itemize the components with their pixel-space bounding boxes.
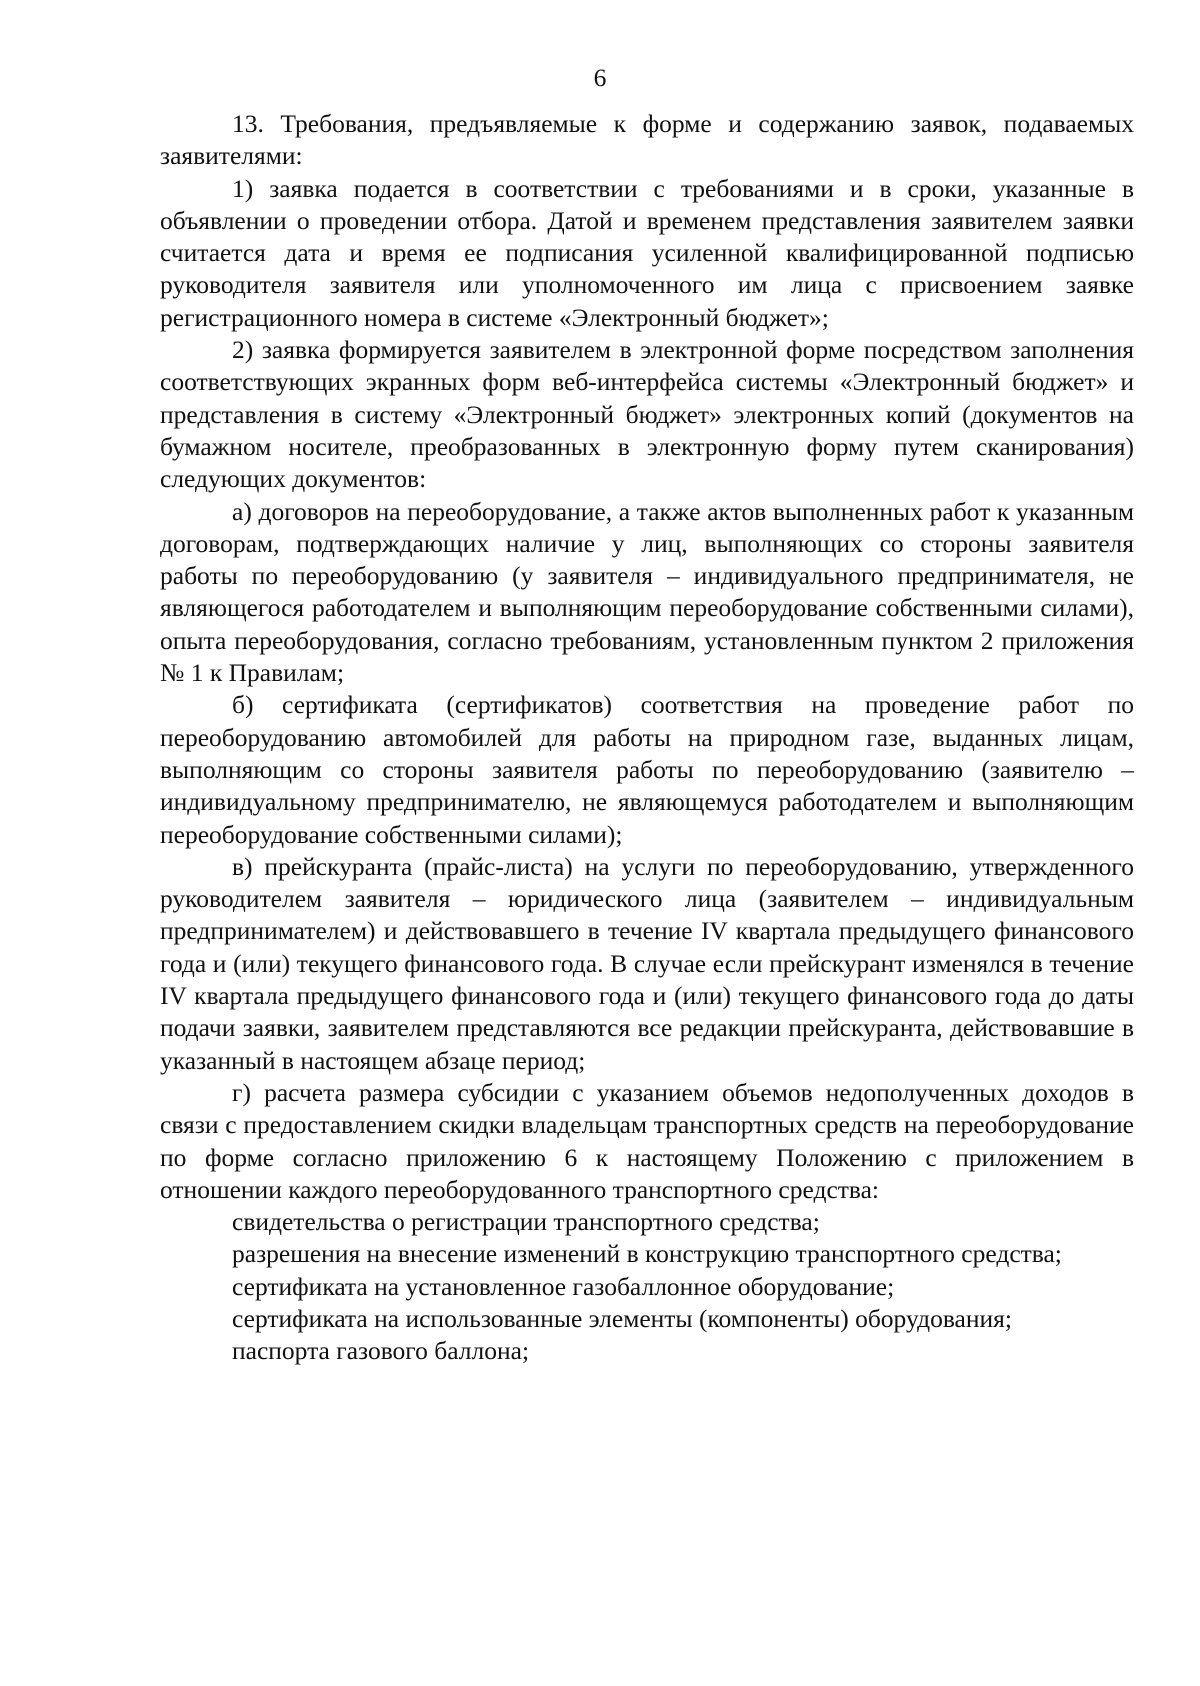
list-item-gas-equipment-certificate: сертификата на установленное газобаллонное оборудование; xyxy=(232,1271,895,1301)
paragraph-item-2: 2) заявка формируется заявителем в электронной форме посредством заполнения соответствующих экранных форм веб-интерфейса системы «Электронный бюджет» и представления в систему «Электронный бюджет» электронных копий (документов на бумажном носителе, преобразованных в электронную форму путем сканирования) следующих документов: xyxy=(160,335,1134,494)
list-item-registration-certificate: свидетельства о регистрации транспортного средства; xyxy=(232,1207,820,1237)
list-item-gas-cylinder-passport: паспорта газового баллона; xyxy=(232,1336,530,1366)
paragraph-subitem-g: г) расчета размера субсидии с указанием объемов недополученных доходов в связи с предоставлением скидки владельцам транспортных средств на переоборудование по форме согласно приложению 6 к настоящему Положению с приложением в отношении каждого переоборудованного транспортного средства: xyxy=(160,1077,1134,1204)
paragraph-subitem-v: в) прейскуранта (прайс-листа) на услуги по переоборудованию, утвержденного руководителем заявителя – юридического лица (заявителем – индивидуальным предпринимателем) и действовавшего в течение IV квартала предыдущего финансового года и (или) текущего финансового года. В случае если прейскурант изменялся в течение IV квартала предыдущего финансового года и (или) текущего финансового года до даты подачи заявки, заявителем представляются все редакции прейскуранта, действовавшие в указанный в настоящем абзаце период; xyxy=(160,851,1134,1075)
paragraph-13-requirements: 13. Требования, предъявляемые к форме и содержанию заявок, подаваемых заявителями: xyxy=(160,109,1134,171)
paragraph-subitem-b: б) сертификата (сертификатов) соответствия на проведение работ по переоборудованию автомобилей для работы на природном газе, выданных лицам, выполняющим со стороны заявителя работы по переоборудованию (заявителю – индивидуальному предпринимателю, не являющемуся работодателем и выполняющим переоборудование собственными силами); xyxy=(160,690,1134,849)
document-body xyxy=(160,108,1134,1368)
paragraph-item-1: 1) заявка подается в соответствии с требованиями и в сроки, указанные в объявлении о проведении отбора. Датой и временем представления заявителем заявки считается дата и время ее подписания усиленной квалифицированной подписью руководителя заявителя или уполномоченного им лица с присвоением заявке регистрационного номера в системе «Электронный бюджет»; xyxy=(160,173,1134,332)
paragraph-subitem-a: а) договоров на переоборудование, а также актов выполненных работ к указанным договорам, подтверждающих наличие у лиц, выполняющих со стороны заявителя работы по переоборудованию (у заявителя – индивидуального предпринимателя, не являющегося работодателем и выполняющим переоборудование собственными силами), опыта переоборудования, согласно требованиям, установленным пунктом 2 приложения № 1 к Правилам; xyxy=(160,496,1134,688)
list-item-components-certificate: сертификата на использованные элементы (компоненты) оборудования; xyxy=(232,1303,1012,1333)
list-item-design-change-permit: разрешения на внесение изменений в конструкцию транспортного средства; xyxy=(232,1239,1062,1269)
page-number: 6 xyxy=(593,63,607,92)
